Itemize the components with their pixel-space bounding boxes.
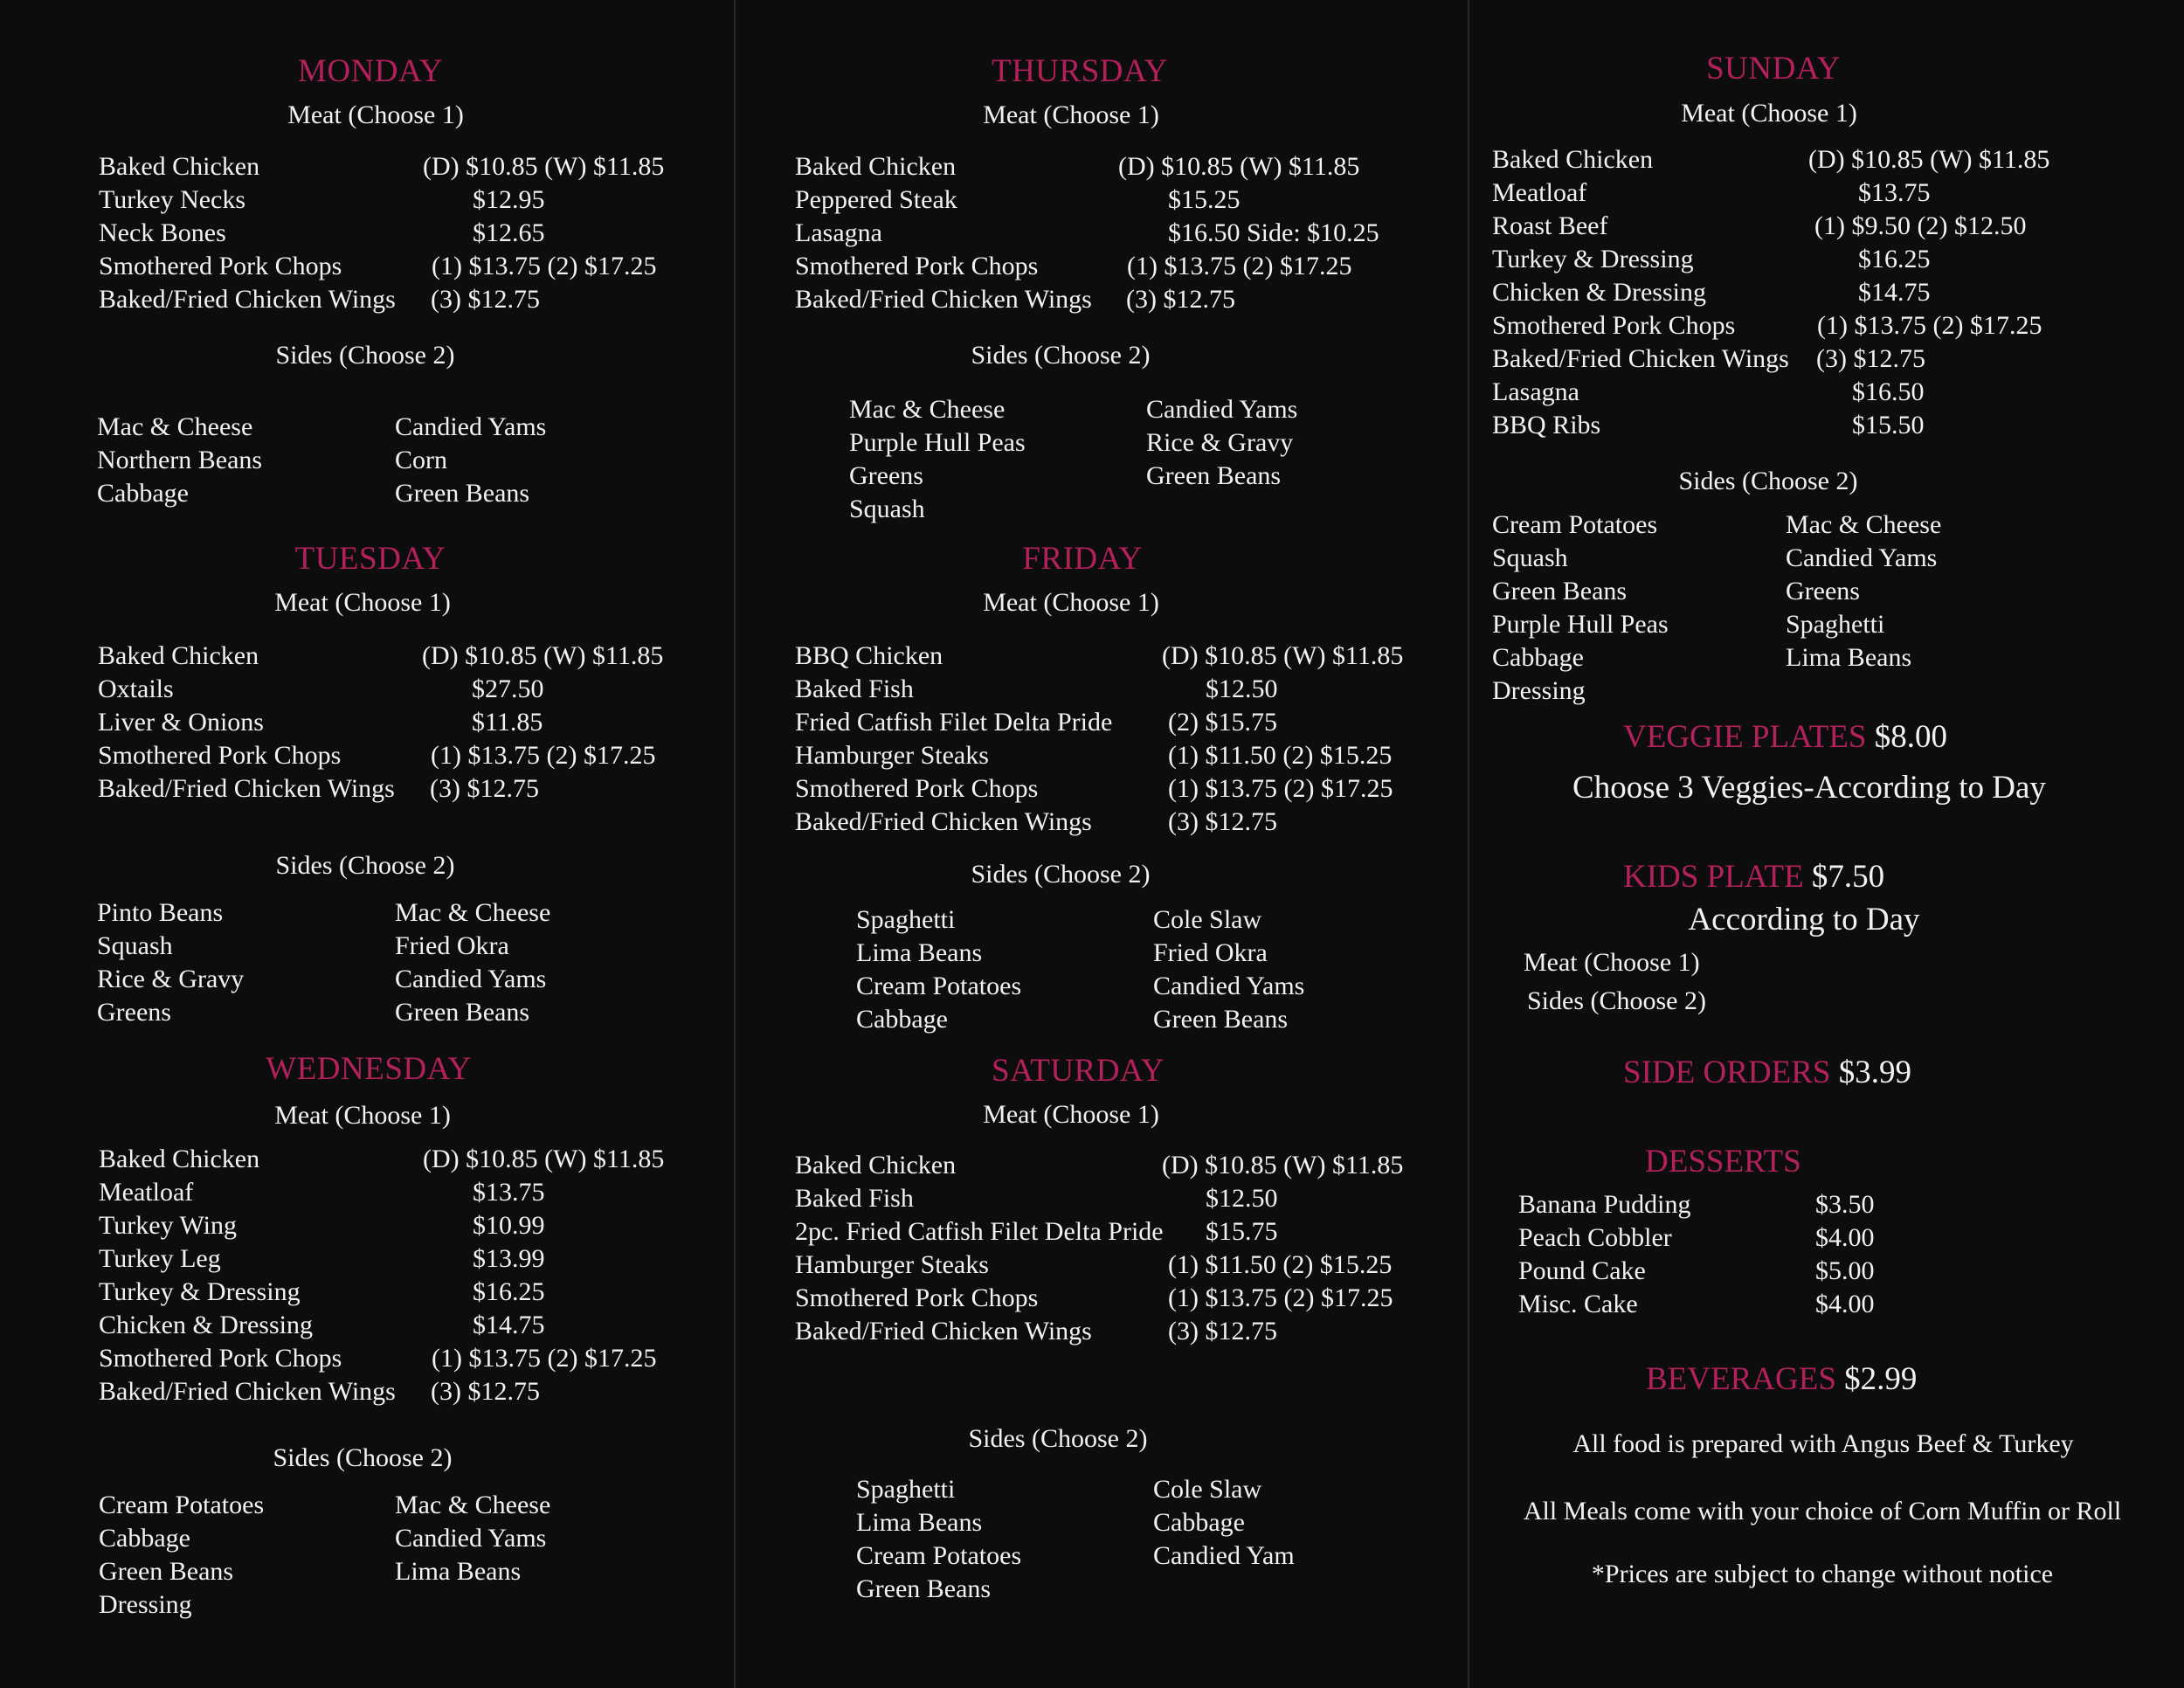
column-divider [1468, 0, 1469, 1688]
beverages-heading [1646, 1360, 1917, 1398]
saturday-title: SATURDAY [992, 1053, 1165, 1089]
saturday-sides-label: Sides (Choose 2) [968, 1424, 1148, 1453]
saturday-meat-label: Meat (Choose 1) [983, 1100, 1159, 1129]
sides-column-left: Pinto Beans Squash Rice & Gravy Greens [97, 898, 245, 1027]
side-orders-title: SIDE ORDERS [1623, 1055, 1831, 1090]
kids-plate-note: According to Day [1688, 902, 1920, 937]
sides-column-left: Mac & Cheese Northern Beans Cabbage [97, 412, 263, 508]
friday-sides-label: Sides (Choose 2) [971, 860, 1151, 889]
tuesday-meat-label: Meat (Choose 1) [274, 588, 451, 617]
tuesday-title: TUESDAY [294, 541, 446, 577]
thursday-meat-label: Meat (Choose 1) [983, 100, 1159, 129]
column-divider [734, 0, 736, 1688]
sides-column-right: Candied Yams Corn Green Beans [395, 412, 547, 508]
sunday-sides-label: Sides (Choose 2) [1678, 467, 1858, 495]
veggie-plates-note: Choose 3 Veggies-According to Day [1572, 770, 2046, 806]
kids-plate-price: $7.50 [1811, 859, 1885, 895]
veggie-plates-price: $8.00 [1874, 719, 1948, 755]
column-left: MONDAY Meat (Choose 1) Baked Chicken (D) $10.85 (W) $11.85 Turkey Necks $12.95 Neck Bones $12.65 Smothered Pork Chops (1) $13.75 (2) $17.25 Baked/Fried Chicken Wings (3) $12.75 Sides (Choose 2) Mac & Cheese Northern Beans Cabbage Candied Yams Corn Green Beans TUESDAY Meat (Choose 1) Baked Chicken (D) $10.85 (W) $11.85 Oxtails $27.50 Liver & Onions $11.85 Smothered Pork Chops (1) $13.75 (2) $17.25 Baked/Fried Chicken Wings (3) $12.75 Sides (Choose 2) Pinto Beans Squash Rice & Gravy Greens Mac & Cheese Fried Okra Candied Yams Green Beans WEDNESDAY Meat (Choose 1) Baked Chicken (D) $10.85 (W) $11.85 Meatloaf $13.75 Turkey Wing $10.99 Turkey Leg $13.99 Turkey & Dressing $16.25 Chicken & Dressing $14.75 Smothered Pork Chops (1) $13.75 (2) $17.25 Baked/Fried Chicken Wings (3) $12.75 Sides (Choose 2) Cream Potatoes Cabbage Green Beans Dressing Mac & Cheese Candied Yams Lima Beans [0, 0, 699, 1688]
desserts-heading [1645, 1143, 1801, 1180]
footer-note-prices: *Prices are subject to change without notice [1591, 1560, 2054, 1588]
footer-note-corn-muffin: All Meals come with your choice of Corn Muffin or Roll [1523, 1497, 2122, 1525]
sides-column-left: Mac & Cheese Purple Hull Peas Greens Squash [849, 395, 1026, 523]
kids-plate-heading [1623, 858, 1884, 896]
kids-meat-label: Meat (Choose 1) [1524, 948, 1700, 977]
sides-column-right: Cole Slaw Cabbage Candied Yam [1153, 1475, 1295, 1570]
sunday-meat-label: Meat (Choose 1) [1681, 99, 1857, 128]
side-orders-price: $3.99 [1838, 1055, 1911, 1090]
column-right: SUNDAY Meat (Choose 1) Baked Chicken (D) $10.85 (W) $11.85 Meatloaf $13.75 Roast Beef (1) $9.50 (2) $12.50 Turkey & Dressing $16.25 Chicken & Dressing $14.75 Smothered Pork Chops (1) $13.75 (2) $17.25 Baked/Fried Chicken Wings (3) $12.75 Lasagna $16.50 BBQ Ribs $15.50 Sides (Choose 2) Cream Potatoes Squash Green Beans Purple Hull Peas Cabbage Dressing Mac & Cheese Candied Yams Greens Spaghetti Lima Beans VEGGIE PLATES $8.00 Choose 3 Veggies-According to Day KIDS PLATE $7.50 According to Day Meat (Choose 1) Sides (Choose 2) SIDE ORDERS $3.99 DESSERTS Banana Pudding $3.50 Peach Cobbler $4.00 Pound Cake $5.00 Misc. Cake $4.00 BEVERAGES $2.99 All food is prepared with Angus Beef & Turkey All Meals come with your choice of Corn Muffin or Roll *Prices are subject to change without notice [1471, 0, 2170, 1688]
veggie-plates-title: VEGGIE PLATES [1623, 719, 1867, 755]
sides-column-left: Cream Potatoes Cabbage Green Beans Dressing [99, 1491, 265, 1619]
sides-column-left: Spaghetti Lima Beans Cream Potatoes Cabbage [856, 905, 1022, 1034]
wednesday-sides-label: Sides (Choose 2) [273, 1443, 453, 1472]
sides-column-right: Candied Yams Rice & Gravy Green Beans [1146, 395, 1298, 490]
beverages-price: $2.99 [1844, 1361, 1918, 1397]
monday-title: MONDAY [297, 53, 444, 89]
veggie-plates-heading [1623, 718, 1947, 756]
sides-column-right: Mac & Cheese Fried Okra Candied Yams Green Beans [395, 898, 551, 1027]
sides-column-right: Cole Slaw Fried Okra Candied Yams Green Beans [1153, 905, 1305, 1034]
footer-note-angus: All food is prepared with Angus Beef & Turkey [1572, 1429, 2074, 1458]
column-middle: THURSDAY Meat (Choose 1) Baked Chicken (D) $10.85 (W) $11.85 Peppered Steak $15.25 Lasagna $16.50 Side: $10.25 Smothered Pork Chops (1) $13.75 (2) $17.25 Baked/Fried Chicken Wings (3) $12.75 Sides (Choose 2) Mac & Cheese Purple Hull Peas Greens Squash Candied Yams Rice & Gravy Green Beans FRIDAY Meat (Choose 1) BBQ Chicken (D) $10.85 (W) $11.85 Baked Fish $12.50 Fried Catfish Filet Delta Pride (2) $15.75 Hamburger Steaks (1) $11.50 (2) $15.25 Smothered Pork Chops (1) $13.75 (2) $17.25 Baked/Fried Chicken Wings (3) $12.75 Sides (Choose 2) Spaghetti Lima Beans Cream Potatoes Cabbage Cole Slaw Fried Okra Candied Yams Green Beans SATURDAY Meat (Choose 1) Baked Chicken (D) $10.85 (W) $11.85 Baked Fish $12.50 2pc. Fried Catfish Filet Delta Pride $15.75 Hamburger Steaks (1) $11.50 (2) $15.25 Smothered Pork Chops (1) $13.75 (2) $17.25 Baked/Fried Chicken Wings (3) $12.75 Sides (Choose 2) Spaghetti Lima Beans Cream Potatoes Green Beans Cole Slaw Cabbage Candied Yam [736, 0, 1435, 1688]
thursday-title: THURSDAY [991, 53, 1169, 89]
side-orders-heading [1623, 1054, 1911, 1091]
monday-sides-label: Sides (Choose 2) [275, 341, 455, 370]
kids-plate-options [1524, 946, 1706, 1023]
kids-sides-label: Sides (Choose 2) [1527, 986, 1706, 1015]
kids-plate-title: KIDS PLATE [1623, 859, 1804, 895]
thursday-sides-label: Sides (Choose 2) [971, 341, 1151, 370]
sides-column-left: Spaghetti Lima Beans Cream Potatoes Green Beans [856, 1475, 1022, 1603]
desserts-title: DESSERTS [1645, 1144, 1801, 1180]
monday-meat-label: Meat (Choose 1) [287, 100, 464, 129]
friday-meat-label: Meat (Choose 1) [983, 588, 1159, 617]
sides-column-right: Mac & Cheese Candied Yams Greens Spaghetti Lima Beans [1786, 510, 1942, 672]
friday-title: FRIDAY [1022, 541, 1143, 577]
wednesday-meat-label: Meat (Choose 1) [274, 1101, 451, 1130]
sides-column-right: Mac & Cheese Candied Yams Lima Beans [395, 1491, 551, 1586]
wednesday-title: WEDNESDAY [266, 1051, 472, 1087]
beverages-title: BEVERAGES [1646, 1361, 1836, 1397]
tuesday-sides-label: Sides (Choose 2) [275, 851, 455, 880]
sides-column-left: Cream Potatoes Squash Green Beans Purple Hull Peas Cabbage Dressing [1492, 510, 1669, 705]
sunday-title: SUNDAY [1706, 51, 1841, 86]
